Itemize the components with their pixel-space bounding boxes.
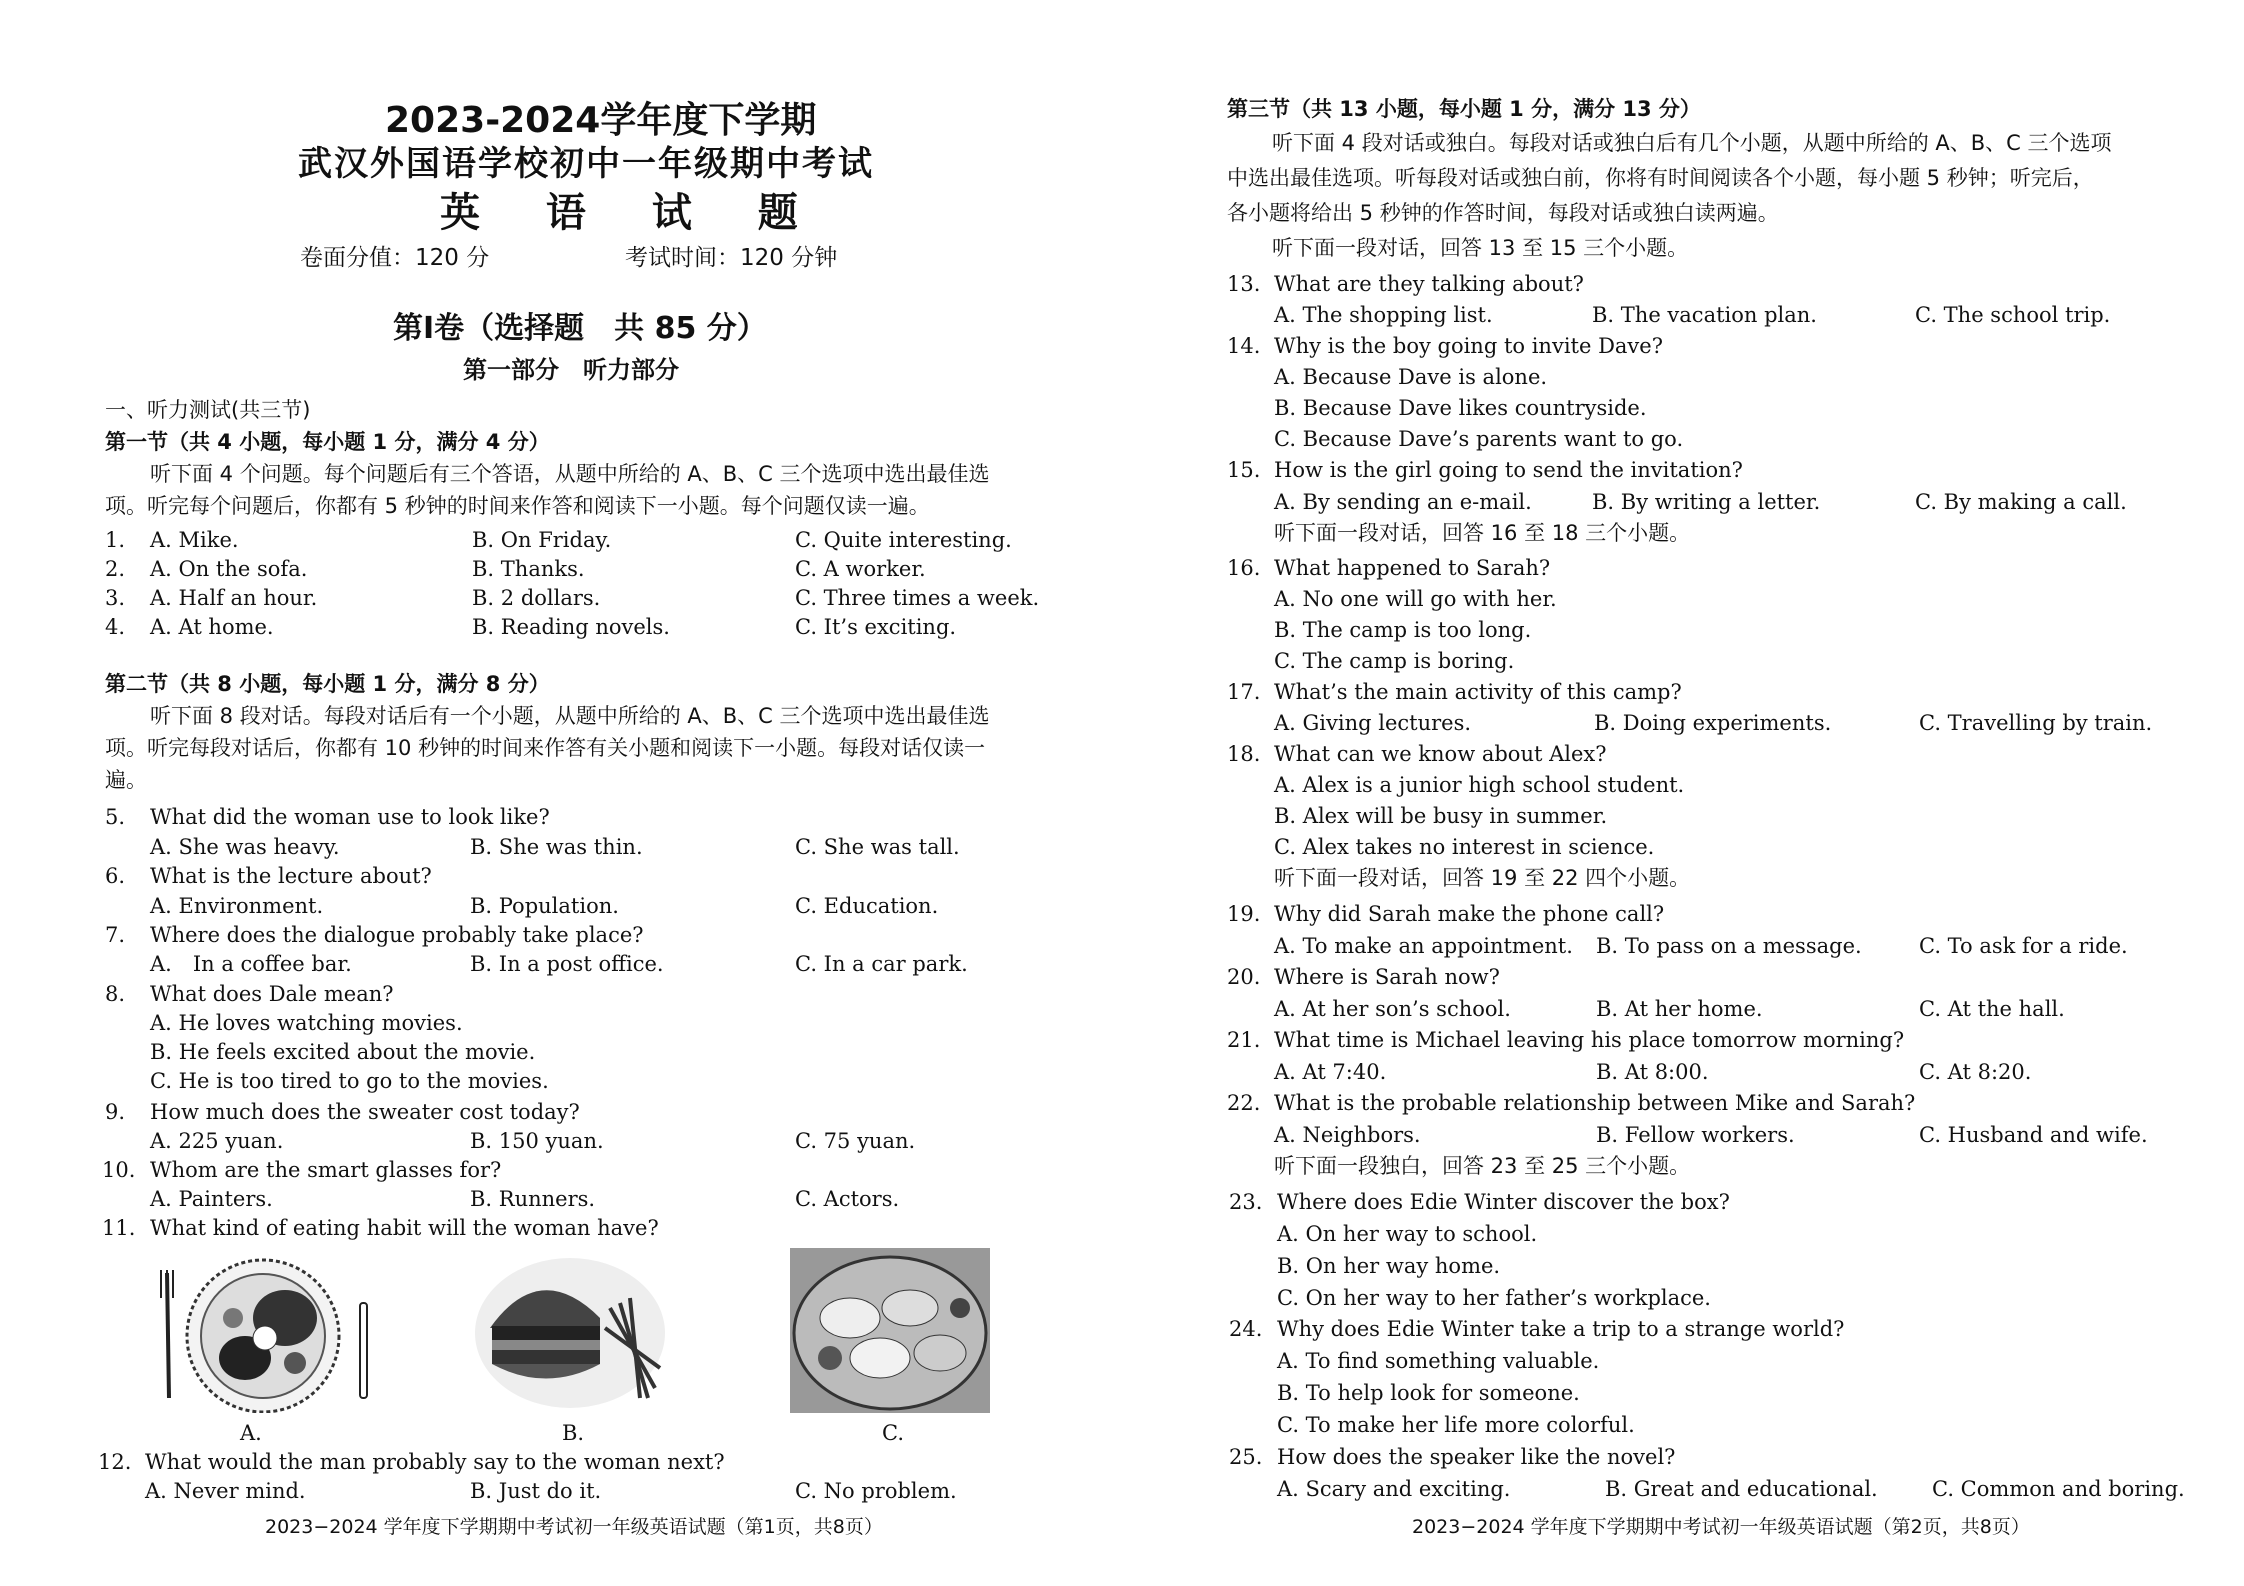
section2-instruction-1: 听下面 8 段对话。每段对话后有一个小题，从题中所给的 A、B、C 三个选项中选出最佳选: [150, 704, 990, 728]
question-text: How much does the sweater cost today?: [150, 1100, 580, 1124]
question-number: 16.: [1227, 556, 1261, 580]
question-number: 7.: [105, 923, 126, 947]
option-a: A. Neighbors.: [1274, 1123, 1421, 1147]
option-b: B. Alex will be busy in summer.: [1274, 804, 1608, 828]
question-text: How is the girl going to send the invitation?: [1274, 458, 1743, 482]
option-b: B. Because Dave likes countryside.: [1274, 396, 1647, 420]
question-number: 10.: [102, 1158, 136, 1182]
option-a: A. He loves watching movies.: [150, 1011, 463, 1035]
picture-c-vegetable-plate: [790, 1248, 990, 1413]
option-a: A. At home.: [150, 615, 274, 639]
question-text: Where is Sarah now?: [1274, 965, 1500, 989]
option-a: A. To make an appointment.: [1274, 934, 1573, 958]
volume-title: 第Ⅰ卷（选择题 共 85 分）: [393, 311, 767, 346]
group-instruction: 听下面一段对话，回答 19 至 22 四个小题。: [1274, 866, 1691, 890]
question-number: 25.: [1229, 1445, 1263, 1469]
question-number: 15.: [1227, 458, 1261, 482]
question-number: 23.: [1229, 1190, 1263, 1214]
question-text: What time is Michael leaving his place tomorrow morning?: [1274, 1028, 1905, 1052]
question-text: Why did Sarah make the phone call?: [1274, 902, 1665, 926]
option-b: B. At her home.: [1596, 997, 1763, 1021]
option-b: B. By writing a letter.: [1592, 490, 1821, 514]
question-number: 17.: [1227, 680, 1261, 704]
question-number: 20.: [1227, 965, 1261, 989]
option-a: A. Giving lectures.: [1274, 711, 1472, 735]
option-b: B. The vacation plan.: [1592, 303, 1817, 327]
option-a: A. In a coffee bar.: [150, 952, 352, 976]
question-text: What is the lecture about?: [150, 864, 432, 888]
option-c: C. In a car park.: [795, 952, 968, 976]
option-a: A. At 7:40.: [1274, 1060, 1387, 1084]
option-b: B. Thanks.: [472, 557, 585, 581]
option-c: C. Common and boring.: [1932, 1477, 2185, 1501]
option-b: B. To help look for someone.: [1277, 1381, 1580, 1405]
title-subject: 英 语 试 题: [440, 190, 824, 236]
option-c: C. To ask for a ride.: [1919, 934, 2128, 958]
option-a: A. Environment.: [150, 894, 324, 918]
option-c: C. Three times a week.: [795, 586, 1040, 610]
question-number: 8.: [105, 982, 126, 1006]
question-text: Where does Edie Winter discover the box?: [1277, 1190, 1730, 1214]
question-number: 18.: [1227, 742, 1261, 766]
listening-title: 一、听力测试(共三节): [105, 398, 311, 422]
question-text: What is the probable relationship between Mike and Sarah?: [1274, 1091, 1916, 1115]
option-c: C. Alex takes no interest in science.: [1274, 835, 1655, 859]
option-c: C. To make her life more colorful.: [1277, 1413, 1635, 1437]
section3-instruction-2: 中选出最佳选项。听每段对话或独白前，你将有时间阅读各个小题，每小题 5 秒钟；听完后，: [1227, 166, 2094, 190]
part-title: 第一部分 听力部分: [463, 356, 679, 384]
title-year: 2023-2024学年度下学期: [385, 100, 817, 141]
option-c: C. Because Dave’s parents want to go.: [1274, 427, 1684, 451]
option-b: B. To pass on a message.: [1596, 934, 1862, 958]
question-number: 4.: [105, 615, 126, 639]
question-number: 6.: [105, 864, 126, 888]
exam-page-2: [1122, 0, 2244, 1586]
question-number: 12.: [98, 1450, 132, 1474]
option-b: B. She was thin.: [470, 835, 643, 859]
option-b: B. Population.: [470, 894, 619, 918]
time-label: 考试时间：120 分钟: [625, 245, 838, 271]
question-text: What did the woman use to look like?: [150, 805, 550, 829]
option-a: A. No one will go with her.: [1274, 587, 1557, 611]
group-instruction: 听下面一段对话，回答 16 至 18 三个小题。: [1274, 521, 1691, 545]
question-number: 11.: [102, 1216, 136, 1240]
option-c: C. Actors.: [795, 1187, 900, 1211]
group-instruction: 听下面一段对话，回答 13 至 15 三个小题。: [1272, 236, 1689, 260]
question-text: Where does the dialogue probably take place?: [150, 923, 644, 947]
page-footer: 2023−2024 学年度下学期期中考试初一年级英语试题（第2页，共8页）: [1412, 1516, 2030, 1538]
question-text: What kind of eating habit will the woman have?: [150, 1216, 659, 1240]
option-b: B. 150 yuan.: [470, 1129, 604, 1153]
option-a: A. To find something valuable.: [1277, 1349, 1600, 1373]
option-c: C. No problem.: [795, 1479, 957, 1503]
group-instruction: 听下面一段独白，回答 23 至 25 三个小题。: [1274, 1154, 1691, 1178]
option-b: B. The camp is too long.: [1274, 618, 1532, 642]
option-c: C. At the hall.: [1919, 997, 2065, 1021]
question-number: 22.: [1227, 1091, 1261, 1115]
question-number: 21.: [1227, 1028, 1261, 1052]
question-number: 9.: [105, 1100, 126, 1124]
option-a: A. Half an hour.: [150, 586, 318, 610]
option-a: A. Painters.: [150, 1187, 273, 1211]
option-a: A. On her way to school.: [1277, 1222, 1538, 1246]
picture-b-burger-fries: [470, 1248, 670, 1413]
section1-title: 第一节（共 4 小题，每小题 1 分，满分 4 分）: [105, 430, 550, 454]
question-number: 13.: [1227, 272, 1261, 296]
option-a: A. Mike.: [150, 528, 239, 552]
option-c: C. At 8:20.: [1919, 1060, 2032, 1084]
option-b: B. In a post office.: [470, 952, 664, 976]
option-c: C. It’s exciting.: [795, 615, 957, 639]
option-b: B. 2 dollars.: [472, 586, 601, 610]
question-number: 5.: [105, 805, 126, 829]
question-text: What can we know about Alex?: [1274, 742, 1607, 766]
option-a: A. She was heavy.: [150, 835, 340, 859]
option-a: A. Scary and exciting.: [1277, 1477, 1511, 1501]
option-c: C. Quite interesting.: [795, 528, 1012, 552]
question-text: Whom are the smart glasses for?: [150, 1158, 502, 1182]
option-c: C. On her way to her father’s workplace.: [1277, 1286, 1711, 1310]
option-c: C. She was tall.: [795, 835, 960, 859]
question-number: 2.: [105, 557, 126, 581]
picture-a-label: A.: [240, 1421, 262, 1445]
section2-instruction-2: 项。听完每段对话后，你都有 10 秒钟的时间来作答有关小题和阅读下一小题。每段对话仅读一: [105, 736, 986, 760]
section3-instruction-1: 听下面 4 段对话或独白。每段对话或独白后有几个小题，从题中所给的 A、B、C 三个选项: [1272, 131, 2112, 155]
option-c: C. Travelling by train.: [1919, 711, 2153, 735]
question-text: What would the man probably say to the woman next?: [145, 1450, 725, 1474]
option-a: A. At her son’s school.: [1274, 997, 1511, 1021]
option-c: C. The camp is boring.: [1274, 649, 1515, 673]
section2-instruction-3: 遍。: [105, 768, 147, 792]
question-text: How does the speaker like the novel?: [1277, 1445, 1676, 1469]
question-number: 3.: [105, 586, 126, 610]
question-number: 1.: [105, 528, 126, 552]
option-c: C. Husband and wife.: [1919, 1123, 2148, 1147]
option-b: B. Doing experiments.: [1594, 711, 1832, 735]
option-b: B. At 8:00.: [1596, 1060, 1709, 1084]
question-text: What’s the main activity of this camp?: [1274, 680, 1682, 704]
option-b: B. Just do it.: [470, 1479, 602, 1503]
option-a: A. On the sofa.: [150, 557, 308, 581]
section2-title: 第二节（共 8 小题，每小题 1 分，满分 8 分）: [105, 672, 550, 696]
section1-instruction-1: 听下面 4 个问题。每个问题后有三个答语，从题中所给的 A、B、C 三个选项中选出最佳选: [150, 462, 990, 486]
option-c: C. He is too tired to go to the movies.: [150, 1069, 549, 1093]
section1-instruction-2: 项。听完每个问题后，你都有 5 秒钟的时间来作答和阅读下一小题。每个问题仅读一遍。: [105, 494, 930, 518]
option-a: A. Never mind.: [145, 1479, 306, 1503]
page-footer: 2023−2024 学年度下学期期中考试初一年级英语试题（第1页，共8页）: [265, 1516, 883, 1538]
option-c: C. By making a call.: [1915, 490, 2127, 514]
option-a: A. The shopping list.: [1274, 303, 1493, 327]
option-b: B. On her way home.: [1277, 1254, 1501, 1278]
question-text: Why is the boy going to invite Dave?: [1274, 334, 1663, 358]
option-b: B. Great and educational.: [1605, 1477, 1878, 1501]
option-a: A. Alex is a junior high school student.: [1274, 773, 1685, 797]
score-label: 卷面分值：120 分: [300, 245, 490, 271]
question-text: Why does Edie Winter take a trip to a strange world?: [1277, 1317, 1845, 1341]
question-number: 14.: [1227, 334, 1261, 358]
option-b: B. He feels excited about the movie.: [150, 1040, 536, 1064]
question-number: 24.: [1229, 1317, 1263, 1341]
picture-c-label: C.: [882, 1421, 904, 1445]
option-c: C. 75 yuan.: [795, 1129, 916, 1153]
option-a: A. By sending an e-mail.: [1274, 490, 1532, 514]
option-c: C. The school trip.: [1915, 303, 2111, 327]
question-text: What happened to Sarah?: [1274, 556, 1551, 580]
option-a: A. 225 yuan.: [150, 1129, 284, 1153]
option-c: C. Education.: [795, 894, 939, 918]
question-number: 19.: [1227, 902, 1261, 926]
question-text: What does Dale mean?: [150, 982, 394, 1006]
section3-instruction-3: 各小题将给出 5 秒钟的作答时间，每段对话或独白读两遍。: [1227, 201, 1779, 225]
option-a: A. Because Dave is alone.: [1274, 365, 1548, 389]
option-c: C. A worker.: [795, 557, 926, 581]
option-b: B. Reading novels.: [472, 615, 670, 639]
picture-b-label: B.: [562, 1421, 585, 1445]
title-school: 武汉外国语学校初中一年级期中考试: [298, 144, 874, 184]
section3-title: 第三节（共 13 小题，每小题 1 分，满分 13 分）: [1227, 97, 1701, 121]
option-b: B. Runners.: [470, 1187, 596, 1211]
picture-a-salad-plate: [155, 1248, 375, 1413]
option-b: B. Fellow workers.: [1596, 1123, 1795, 1147]
option-b: B. On Friday.: [472, 528, 612, 552]
question-text: What are they talking about?: [1274, 272, 1584, 296]
